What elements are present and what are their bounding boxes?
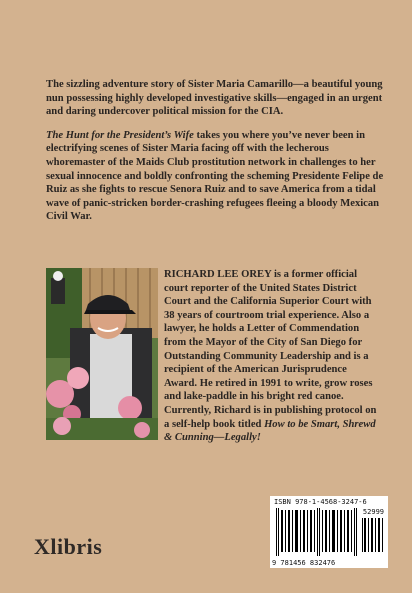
isbn-text: ISBN 978-1-4568-3247-6 — [274, 498, 367, 506]
blurb-paragraph-2-text: takes you where you’ve never been in electrifying scenes of Sister Maria facing off with the lecherous whoremaster of the Maids Club prostitution network in challenges to her sexual innocence and boldly confronting the scheming Presidente Felipe de Ruiz as she fights to rescue Senora Ruiz and to save America from a tidal wave of panic-stricken border-crashing refugees fleeing a bloody Mexican Civil War. — [46, 129, 384, 223]
isbn-barcode — [270, 496, 388, 568]
next-book-title: How to be Smart, Shrewd & Cunning—Legally! — [164, 418, 376, 444]
back-cover-blurb — [46, 78, 386, 234]
author-bio-text: RICHARD LEE OREY is a former official court reporter of the United States District Court and the California Superior Court with 38 years of courtroom trial experience. Also a lawyer, he holds a Letter of Commendation from the Mayor of the City of San Diego for Outstanding Community Leadership and is a recipient of the American Jurisprudence Award. He retired in 1991 to write, grow roses and lake-paddle in his bright red canoe. Currently, Richard is in publishing protocol on a self-help book titled — [164, 269, 377, 430]
publisher-logo: Xlibris — [34, 534, 103, 559]
author-bio — [164, 268, 380, 445]
price-code: 52999 — [362, 508, 384, 516]
ean-number: 9 781456 832476 — [272, 559, 336, 567]
book-title: The Hunt for the President’s Wife — [46, 129, 194, 141]
barcode-bars — [270, 496, 388, 568]
author-photo — [46, 268, 158, 440]
blurb-paragraph-1: The sizzling adventure story of Sister Maria Camarillo—a beautiful young nun possessing highly developed investigative skills—engaged in an urgent and daring undercover political mission for the CIA. — [46, 79, 383, 118]
blurb-paragraph-2 — [46, 129, 386, 224]
